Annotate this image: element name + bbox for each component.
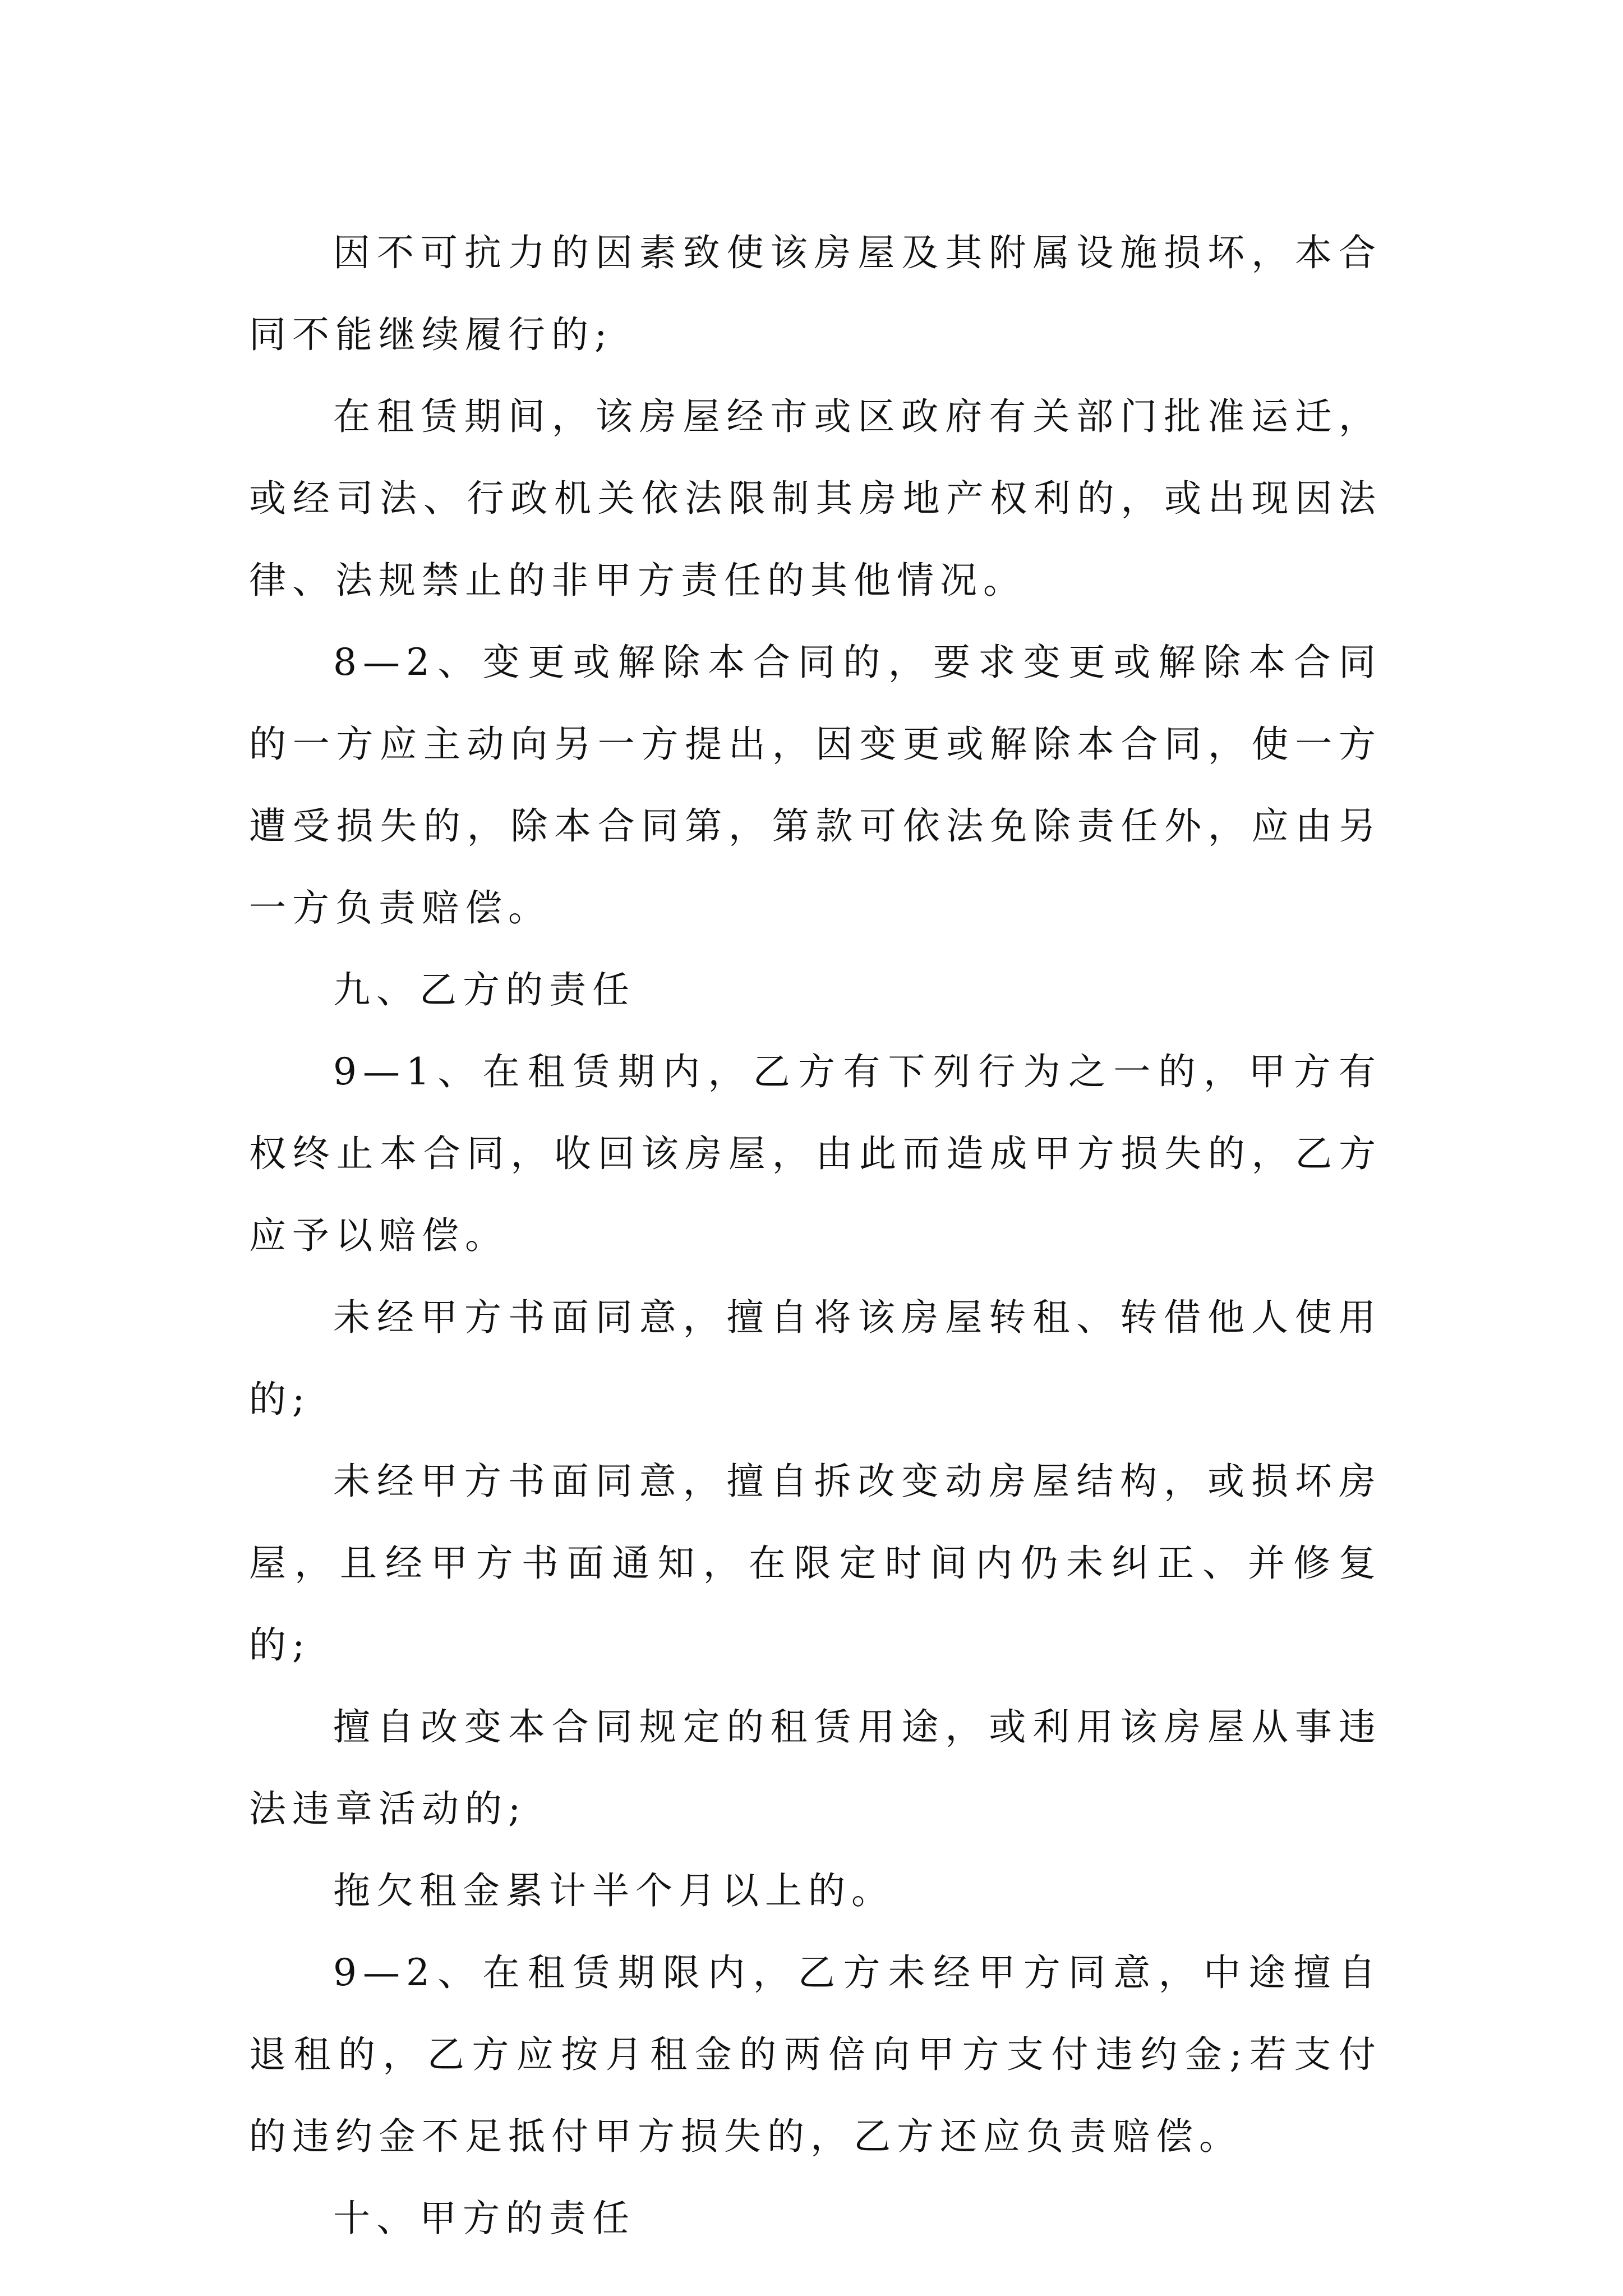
paragraph-government-relocation: 在租赁期间，该房屋经市或区政府有关部门批准运迁，或经司法、行政机关依法限制其房地产权利的，或出现因法律、法规禁止的非甲方责任的其他情况。 (249, 395, 1382, 602)
paragraph-sublease-item: 未经甲方书面同意，擅自将该房屋转租、转借他人使用的; (249, 1296, 1382, 1421)
paragraph-usage-change-item: 擅自改变本合同规定的租赁用途，或利用该房屋从事违法违章活动的; (249, 1705, 1382, 1830)
paragraph-clause-9-2: 9—2、在租赁期限内，乙方未经甲方同意，中途擅自退租的，乙方应按月租金的两倍向甲方支付违约金;若支付的违约金不足抵付甲方损失的，乙方还应负责赔偿。 (249, 1951, 1382, 2158)
document-body (249, 212, 1382, 2260)
section-heading-landlord-responsibility: 十、甲方的责任 (333, 2197, 635, 2240)
paragraph-clause-9-1: 9—1、在租赁期内，乙方有下列行为之一的，甲方有权终止本合同，收回该房屋，由此而造成甲方损失的，乙方应予以赔偿。 (249, 1050, 1382, 1257)
section-heading-tenant-responsibility: 九、乙方的责任 (333, 968, 635, 1011)
paragraph-clause-8-2: 8—2、变更或解除本合同的，要求变更或解除本合同的一方应主动向另一方提出，因变更或解除本合同，使一方遭受损失的，除本合同第，第款可依法免除责任外，应由另一方负责赔偿。 (249, 641, 1382, 930)
paragraph-rent-arrears-item: 拖欠租金累计半个月以上的。 (333, 1869, 895, 1912)
paragraph-structure-alteration-item: 未经甲方书面同意，擅自拆改变动房屋结构，或损坏房屋，且经甲方书面通知，在限定时间内仍未纠正、并修复的; (249, 1460, 1382, 1667)
paragraph-force-majeure: 因不可抗力的因素致使该房屋及其附属设施损坏，本合同不能继续履行的; (249, 231, 1382, 356)
